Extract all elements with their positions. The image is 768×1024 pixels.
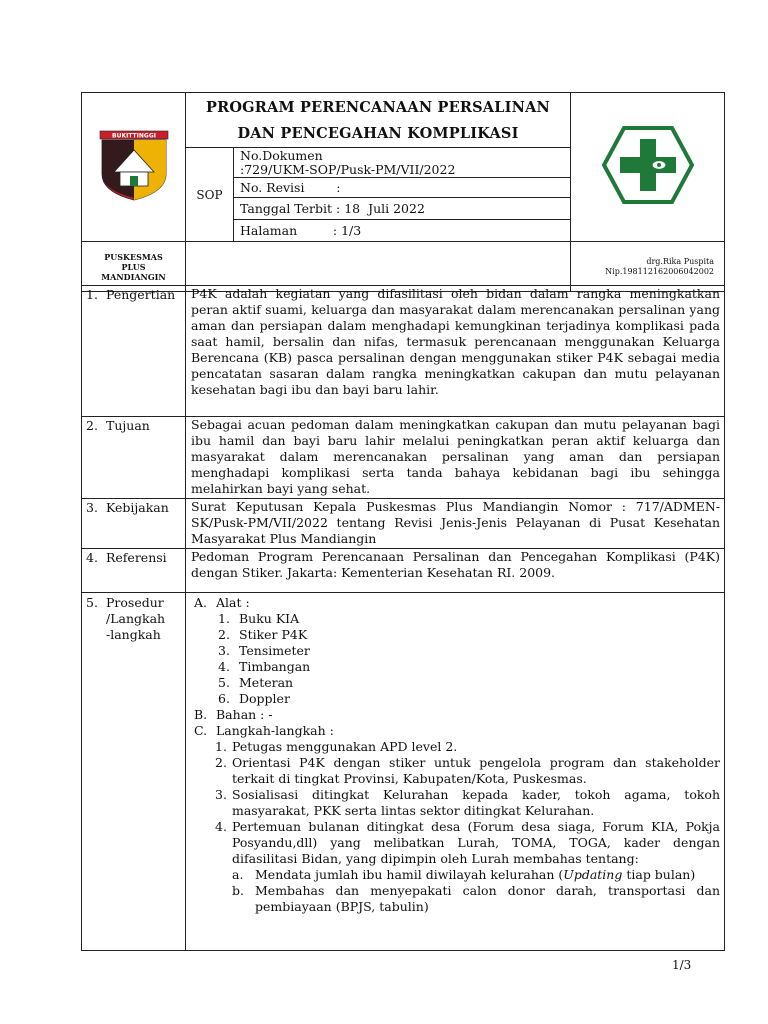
- city-emblem-icon: [96, 128, 172, 202]
- section-label: Pengertian: [106, 287, 176, 302]
- organization-name: PUSKESMAS PLUS MANDIANGIN: [82, 242, 186, 292]
- section-text: Surat Keputusan Kepala Puskesmas Plus Mandiangin Nomor : 717/ADMEN-SK/Pusk-PM/VII/2022 tentang Revisi Jenis-Jenis Pelayanan di Pusat Kesehatan Masyarakat Plus Mandiangin: [186, 499, 725, 549]
- signer-block: [571, 242, 725, 292]
- alat-heading: A. Alat :: [194, 595, 250, 610]
- section-text: Pedoman Program Perencanaan Persalinan dan Pencegahan Komplikasi (P4K) dengan Stiker. Jakarta: Kementerian Kesehatan RI. 2009.: [186, 549, 725, 593]
- list-item: 1. Buku KIA: [218, 611, 300, 626]
- section-text: Sebagai acuan pedoman dalam meningkatkan cakupan dan mutu pelayanan bagi ibu hamil dan bayi baru lahir melalui peningkatkan peran aktif keluarga dan masyarakat dalam merencanakan persalinan yang aman dan persiapan menghadapi komplikasi serta tanda bahaya kebidanan bagi ibu sehingga melahirkan bayi yang sehat.: [186, 417, 725, 499]
- sop-label: SOP: [186, 148, 234, 242]
- list-item: 4. Timbangan: [218, 659, 311, 674]
- revision-number: No. Revisi :: [234, 178, 571, 198]
- section-pengertian: 1. Pengertian P4K adalah kegiatan yang difasilitasi oleh bidan dalam rangka meningkatkan peran aktif suami, keluarga dan masyarakat dalam merencanakan persalinan yang aman dan persiapan dalam menghadapi kemungkinan terjadinya komplikasi pada saat hamil, bersalin dan nifas, termasuk perencanaan menggunakan Keluarga Berencana (KB) pasca persalinan dengan menggunakan stiker P4K sebagai media pencatatan sasaran dalam rangka meningkatkan cakupan dan mutu pelayanan kesehatan bagi ibu dan bayi baru lahir.: [82, 286, 725, 417]
- list-item: 3. Sosialisasi ditingkat Kelurahan kepada kader, tokoh agama, tokoh masyarakat, PKK serta lintas sektor ditingkat Kelurahan.: [215, 787, 720, 818]
- title-line-2: DAN PENCEGAHAN KOMPLIKASI: [237, 125, 519, 142]
- doc-number: No.Dokumen :729/UKM-SOP/Pusk-PM/VII/2022: [234, 148, 571, 178]
- bahan-heading: B. Bahan : -: [194, 707, 273, 722]
- list-item: 5. Meteran: [218, 675, 294, 690]
- page-info: Halaman : 1/3: [234, 220, 571, 242]
- prosedur-content: [186, 593, 725, 951]
- section-referensi: 4. Referensi Pedoman Program Perencanaan Persalinan dan Pencegahan Komplikasi (P4K) dengan Stiker. Jakarta: Kementerian Kesehatan RI. 2009.: [82, 549, 725, 593]
- signer-name: drg.Rika Puspita: [646, 256, 714, 266]
- title-line-1: PROGRAM PERENCANAAN PERSALINAN: [206, 99, 550, 116]
- section-text: P4K adalah kegiatan yang difasilitasi oleh bidan dalam rangka meningkatkan peran aktif suami, keluarga dan masyarakat dalam merencanakan persalinan yang aman dan persiapan dalam menghadapi kemungkinan terjadinya komplikasi pada saat hamil, bersalin dan nifas, termasuk perencanaan menggunakan Keluarga Berencana (KB) pasca persalinan dengan menggunakan stiker P4K sebagai media pencatatan sasaran dalam rangka meningkatkan cakupan dan mutu pelayanan kesehatan bagi ibu dan bayi baru lahir.: [186, 286, 725, 417]
- signer-nip: Nip.198112162006042002: [605, 266, 714, 276]
- section-prosedur: 5. Prosedur /Langkah -langkah A. Alat : 1. Buku KIA 2. Stiker P4K 3. Tensimeter 4. Timbangan 5. Meteran 6. Doppler B. Bahan : - C. Langkah-langkah : 1. Petugas menggunakan APD level 2. 2. Orientasi P4K dengan stiker untuk pengelola program dan stakeholder terkait di tingkat Provinsi, Kabupaten/Kota, Puskesmas. 3. Sosialisasi ditingkat Kelurahan kepada kader, tokoh agama, tokoh masyarakat, PKK serta lintas sektor ditingkat Kelurahan. 4. Pertemuan bulanan ditingkat desa (Forum desa siaga, Forum KIA, Pokja Posyandu,dll) yang melibatkan Lurah, TOMA, TOGA, kader dengan difasilitasi Bidan, yang dipimpin oleh Lurah membahas tentang: a. Mendata jumlah ibu hamil diwilayah kelurahan (Updating tiap bulan) b. Membahas dan menyepakati calon donor darah, transportasi dan pembiayaan (BPJS, tabulin): [82, 593, 725, 951]
- right-logo-cell: [571, 93, 725, 242]
- list-item: 6. Doppler: [218, 691, 290, 706]
- sop-content-table: [81, 285, 725, 951]
- issue-date: Tanggal Terbit : 18 Juli 2022: [234, 198, 571, 220]
- langkah-heading: C. Langkah-langkah :: [194, 723, 334, 738]
- alat-list: [191, 611, 720, 707]
- svg-text:BUKITTINGGI: BUKITTINGGI: [111, 132, 156, 140]
- list-item: 1. Petugas menggunakan APD level 2.: [215, 739, 458, 754]
- section-label: Kebijakan: [106, 500, 169, 515]
- section-label: Prosedur /Langkah -langkah: [106, 595, 166, 642]
- left-logo-cell: [82, 93, 186, 242]
- sub-list-item: b. Membahas dan menyepakati calon donor darah, transportasi dan pembiayaan (BPJS, tabulin): [232, 883, 720, 914]
- list-item: 3. Tensimeter: [218, 643, 310, 658]
- document-title: [186, 93, 571, 148]
- section-kebijakan: 3. Kebijakan Surat Keputusan Kepala Puskesmas Plus Mandiangin Nomor : 717/ADMEN-SK/Pusk-PM/VII/2022 tentang Revisi Jenis-Jenis Pelayanan di Pusat Kesehatan Masyarakat Plus Mandiangin: [82, 499, 725, 549]
- section-label: Referensi: [106, 550, 167, 565]
- list-item: 2. Stiker P4K: [218, 627, 308, 642]
- puskesmas-logo-icon: [602, 125, 694, 205]
- header-table: [81, 92, 725, 292]
- langkah-list: [191, 739, 720, 915]
- section-tujuan: 2. Tujuan Sebagai acuan pedoman dalam meningkatkan cakupan dan mutu pelayanan bagi ibu hamil dan bayi baru lahir melalui peningkatkan peran aktif keluarga dan masyarakat dalam merencanakan persalinan yang aman dan persiapan menghadapi komplikasi serta tanda bahaya kebidanan bagi ibu sehingga melahirkan bayi yang sehat.: [82, 417, 725, 499]
- section-label: Tujuan: [106, 418, 150, 433]
- page-number: 1/3: [672, 958, 692, 972]
- list-item: 4. Pertemuan bulanan ditingkat desa (Forum desa siaga, Forum KIA, Pokja Posyandu,dll) yang melibatkan Lurah, TOMA, TOGA, kader dengan difasilitasi Bidan, yang dipimpin oleh Lurah membahas tentang:: [215, 819, 720, 866]
- sub-list-item: a. Mendata jumlah ibu hamil diwilayah kelurahan (Updating tiap bulan): [232, 867, 696, 882]
- signature-space: [186, 242, 571, 292]
- list-item: 2. Orientasi P4K dengan stiker untuk pengelola program dan stakeholder terkait di tingkat Provinsi, Kabupaten/Kota, Puskesmas.: [215, 755, 720, 786]
